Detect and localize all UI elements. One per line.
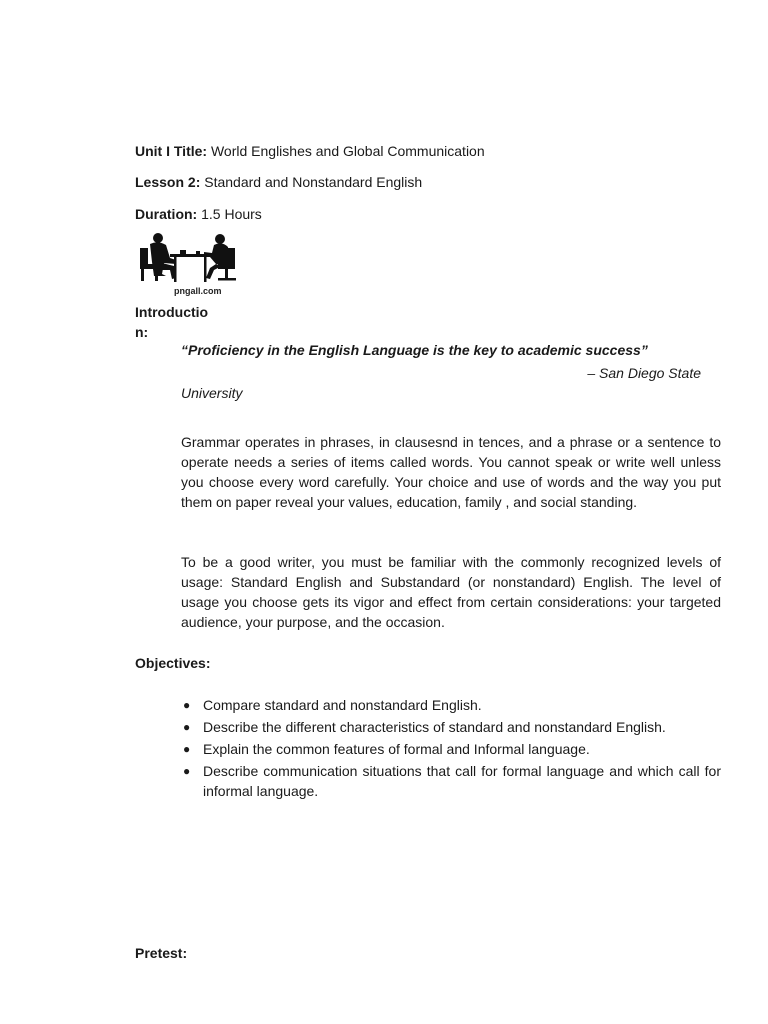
intro-quote: “Proficiency in the English Language is the key to academic success”: [181, 342, 648, 358]
list-item: [181, 717, 721, 737]
unit-title-label: Unit I Title:: [135, 143, 208, 159]
duration-label: Duration:: [135, 206, 198, 222]
bullet-icon: ●: [183, 720, 191, 734]
objective-text: Describe the different characteristics of standard and nonstandard English.: [203, 719, 666, 735]
meeting-silhouette-icon: [136, 230, 242, 286]
list-item: [181, 739, 721, 759]
objective-text: Describe communication situations that call for formal language and which call for informal language.: [203, 763, 721, 799]
list-item: [181, 761, 721, 801]
objective-text: Compare standard and nonstandard English.: [203, 697, 482, 713]
lesson-value: Standard and Nonstandard English: [200, 174, 423, 190]
objectives-heading: Objectives:: [135, 655, 211, 671]
intro-paragraph-2: To be a good writer, you must be familiar with the commonly recognized levels of usage: Standard English and Substandard (or nonstandard) English. The level of usage you choose gets its vigor and effect from certain considerations: your targeted audience, your purpose, and the occasion.: [181, 554, 721, 630]
pretest-heading: Pretest:: [135, 945, 188, 961]
list-item: [181, 695, 721, 715]
bullet-icon: ●: [183, 764, 191, 778]
bullet-icon: ●: [183, 742, 191, 756]
introduction-heading: Introduction:: [135, 304, 209, 340]
quote-attribution-line1: – San Diego State: [587, 365, 701, 381]
meeting-illustration: [136, 230, 242, 298]
lesson-label: Lesson 2:: [135, 174, 201, 190]
objectives-list: [181, 695, 721, 803]
bullet-icon: ●: [183, 698, 191, 712]
intro-paragraph-1: Grammar operates in phrases, in clausesnd in tences, and a phrase or a sentence to operate needs a series of items called words. You cannot speak or write well unless you choose every word carefully. Your choice and use of words and the way you put them on paper reveal your values, education, family , and social standing.: [181, 434, 721, 510]
quote-attribution-line2: University: [181, 385, 243, 401]
duration-value: 1.5 Hours: [197, 206, 262, 222]
duration-line: [135, 205, 262, 223]
image-caption: pngall.com: [174, 286, 222, 296]
unit-title-value: World Englishes and Global Communication: [207, 143, 485, 159]
unit-title-line: [135, 142, 485, 160]
lesson-line: [135, 173, 422, 191]
objective-text: Explain the common features of formal and Informal language.: [203, 741, 590, 757]
